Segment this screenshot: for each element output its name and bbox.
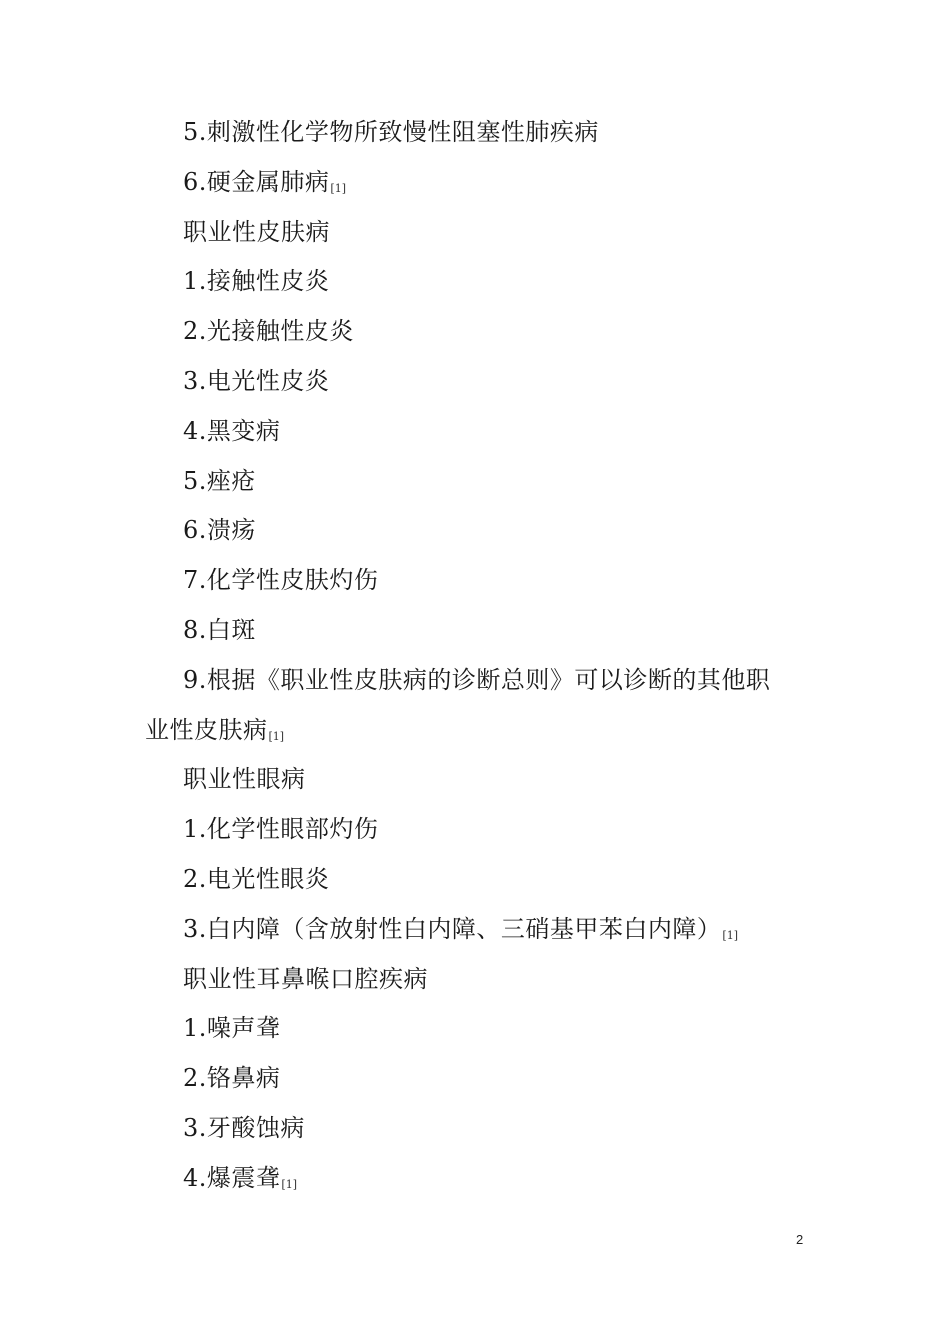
document-body (145, 108, 805, 1204)
list-item (145, 1054, 805, 1104)
line-text: 5.痤疮 (183, 466, 256, 495)
line-text: 6.硬金属肺病 (183, 167, 330, 196)
line-text: 5.刺激性化学物所致慢性阻塞性肺疾病 (183, 118, 599, 146)
line-text: 2.电光性眼炎 (183, 864, 330, 893)
line-text: 2.光接触性皮炎 (183, 317, 354, 346)
line-text: 1.噪声聋 (183, 1014, 281, 1043)
section-heading (145, 208, 805, 258)
line-text: 3.牙酸蚀病 (183, 1113, 305, 1142)
list-item (145, 905, 805, 955)
list-item (145, 457, 805, 507)
list-item (145, 1104, 805, 1154)
line-text: 4.黑变病 (183, 416, 281, 445)
line-text: 职业性耳鼻喉口腔疾病 (183, 964, 428, 993)
page-number: 2 (796, 1232, 804, 1247)
list-item (145, 855, 805, 905)
line-text: 8.白斑 (183, 615, 256, 644)
line-text: 4.爆震聋 (183, 1163, 281, 1192)
section-heading (145, 955, 805, 1005)
list-item (145, 506, 805, 556)
list-item (145, 357, 805, 407)
line-text: 7.化学性皮肤灼伤 (183, 566, 379, 595)
line-text: 3.白内障（含放射性白内障、三硝基甲苯白内障） (183, 914, 722, 943)
list-item-continuation (145, 706, 805, 756)
list-item (145, 805, 805, 855)
line-text: 1.接触性皮炎 (183, 267, 330, 296)
line-text: 业性皮肤病 (145, 715, 268, 744)
line-text: 1.化学性眼部灼伤 (183, 815, 379, 844)
citation-ref[interactable]: [1] (722, 928, 738, 942)
list-item (145, 556, 805, 606)
list-item (145, 407, 805, 457)
line-text: 2.铬鼻病 (183, 1064, 281, 1093)
section-heading (145, 755, 805, 805)
list-item (145, 158, 805, 208)
list-item (145, 257, 805, 307)
list-item (145, 108, 805, 158)
line-text: 6.溃疡 (183, 516, 256, 545)
list-item (145, 606, 805, 656)
line-text: 3.电光性皮炎 (183, 366, 330, 395)
line-text: 职业性眼病 (183, 765, 306, 794)
list-item (145, 307, 805, 357)
list-item (145, 1154, 805, 1204)
line-text: 职业性皮肤病 (183, 217, 330, 246)
line-text: 9.根据《职业性皮肤病的诊断总则》可以诊断的其他职 (183, 665, 771, 694)
citation-ref[interactable]: [1] (268, 729, 285, 743)
citation-ref[interactable]: [1] (281, 1177, 297, 1191)
citation-ref[interactable]: [1] (330, 181, 346, 195)
list-item (145, 1004, 805, 1054)
list-item (145, 656, 805, 706)
